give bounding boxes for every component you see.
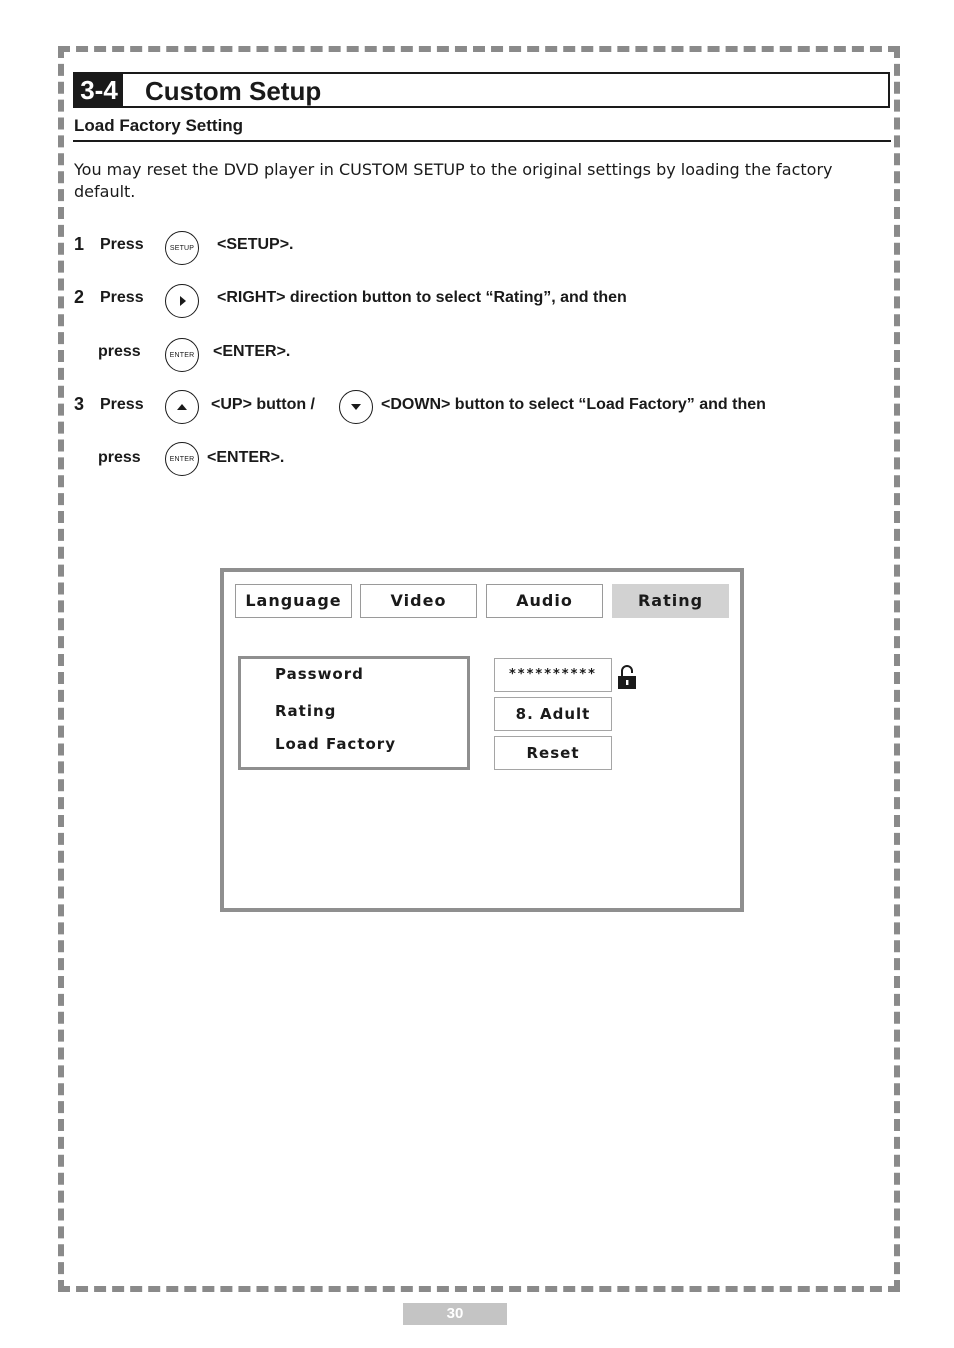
tab-audio[interactable]: Audio [486, 584, 603, 618]
menu-item-rating[interactable]: Rating [275, 702, 337, 720]
enter-icon-label: ENTER [169, 351, 195, 359]
right-arrow-button-icon [165, 284, 199, 318]
step-3-enter-text: <ENTER>. [207, 449, 285, 466]
enter-button-icon [165, 338, 199, 372]
menu-item-load-factory[interactable]: Load Factory [275, 735, 396, 753]
intro-paragraph: You may reset the DVD player in CUSTOM SETUP to the original settings by loading the factory default. [74, 160, 833, 201]
step-3-press: Press [100, 396, 144, 413]
osd-setup-screen [220, 568, 744, 912]
up-arrow-button-icon [165, 390, 199, 424]
step-3-press-enter: press [98, 449, 141, 466]
step-3-number: 3 [74, 394, 85, 414]
step-2-text: <RIGHT> direction button to select “Rating”, and then [217, 289, 627, 306]
section-title: Custom Setup [145, 76, 322, 106]
step-2-press: Press [100, 289, 144, 306]
enter-icon-label: ENTER [169, 455, 195, 463]
step-2-enter-text: <ENTER>. [213, 343, 291, 360]
menu-item-password[interactable]: Password [275, 665, 364, 683]
step-3-up-text: <UP> button / [211, 396, 315, 413]
enter-button-icon [165, 442, 199, 476]
tab-video[interactable]: Video [360, 584, 477, 618]
down-arrow-button-icon [339, 390, 373, 424]
settings-menu [238, 656, 470, 770]
setup-button-icon [165, 231, 199, 265]
lock-icon [616, 664, 638, 690]
page-number: 30 [403, 1303, 507, 1325]
password-field[interactable]: ********** [494, 658, 612, 692]
tab-language[interactable]: Language [235, 584, 352, 618]
tab-rating[interactable]: Rating [612, 584, 729, 618]
subsection-title: Load Factory Setting [74, 116, 244, 135]
step-1-number: 1 [74, 234, 85, 254]
step-2-press-enter: press [98, 343, 141, 360]
setup-icon-label: SETUP [169, 244, 195, 252]
section-header [73, 72, 890, 108]
step-2-number: 2 [74, 287, 85, 307]
subtitle-divider [73, 140, 891, 142]
section-number: 3-4 [75, 74, 123, 106]
step-1-press: Press [100, 236, 144, 253]
rating-value[interactable]: 8. Adult [494, 697, 612, 731]
reset-button[interactable]: Reset [494, 736, 612, 770]
step-3-down-text: <DOWN> button to select “Load Factory” and then [381, 396, 766, 413]
step-1-text: <SETUP>. [217, 236, 294, 253]
